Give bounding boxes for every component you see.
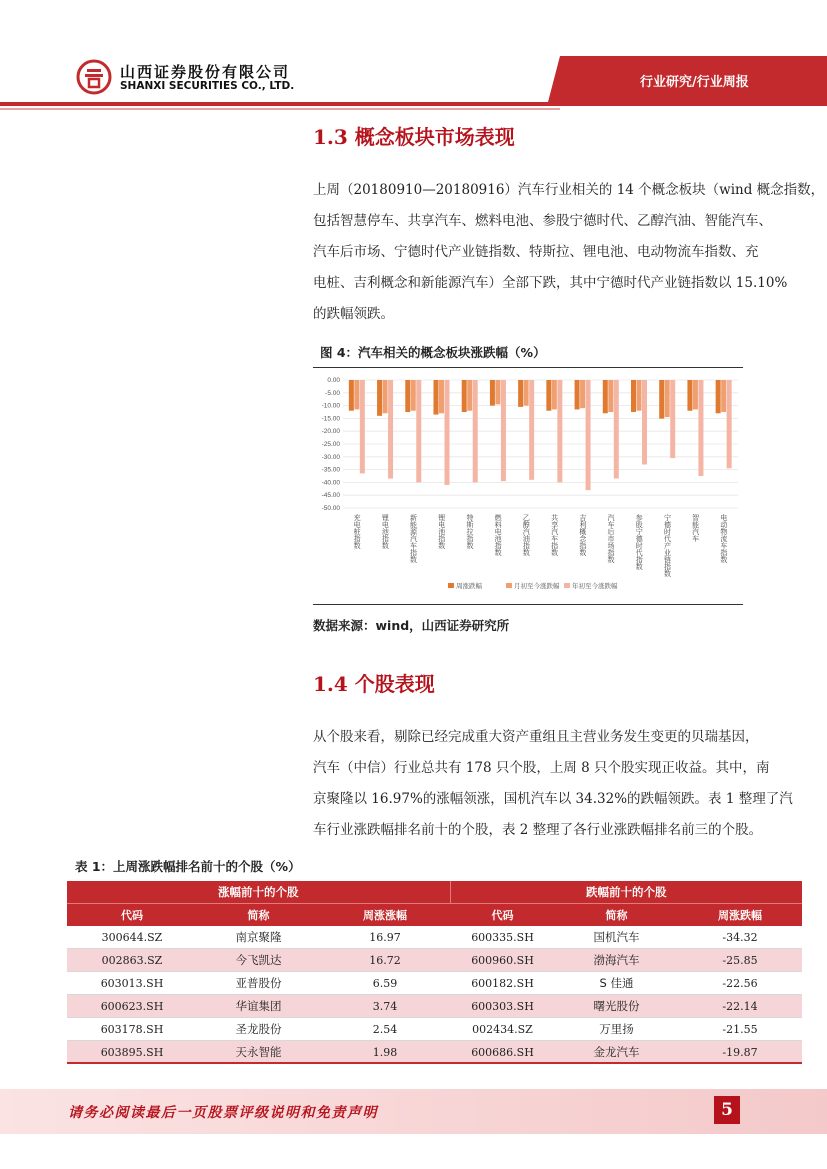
bar [698,380,703,476]
y-tick-label: -20.00 [321,428,340,436]
x-category-label: 电动物流车指数 [719,514,728,563]
report-category: 行业研究/行业周报 [640,75,749,90]
gainer-value: 2.54 [320,1018,450,1041]
bar [445,380,450,485]
legend-swatch [448,583,454,588]
col-header-code: 代码 [450,904,555,927]
paragraph-line: 车行业涨跌幅排名前十的个股，表 2 整理了各行业涨跌幅排名前三的个股。 [313,822,763,838]
paragraph-line: 电桩、吉利概念和新能源汽车）全部下跌，其中宁德时代产业链指数以 15.10% [313,275,788,291]
bar [614,380,619,479]
bar [727,380,732,468]
table-title: 表 1：上周涨跌幅排名前十的个股（%） [75,859,301,874]
bar [411,380,416,411]
bar [603,380,608,413]
legend-swatch [564,583,570,588]
table-row [67,972,802,995]
section-1-4-paragraph [313,722,800,846]
header-band [0,0,827,115]
y-tick-label: -35.00 [321,466,340,474]
y-tick-label: -15.00 [321,415,340,423]
col-header-name: 简称 [197,904,320,927]
bar [501,380,506,481]
loser-name: 万里扬 [555,1018,678,1041]
bar [467,380,472,411]
bar [405,380,410,412]
x-category-label: 参股宁德时代指数 [635,514,644,570]
loser-code: 600335.SH [450,926,555,949]
page-number: 5 [714,1096,740,1124]
gainer-code: 603895.SH [67,1041,197,1064]
loser-value: -19.87 [678,1041,802,1064]
gainer-name: 南京聚隆 [197,926,320,949]
y-tick-label: -30.00 [321,453,340,461]
bar [529,380,534,480]
bar [580,380,585,408]
bar [665,380,670,417]
gainer-value: 3.74 [320,995,450,1018]
loser-value: -21.55 [678,1018,802,1041]
gainer-name: 华谊集团 [197,995,320,1018]
x-category-label: 充电桩指数 [353,514,362,549]
bar [439,380,444,413]
legend-label: 年初至今涨跌幅 [572,582,618,590]
legend-label: 周涨跌幅 [456,582,482,590]
col-header-weekly-loss: 周涨跌幅 [678,904,802,927]
gainer-code: 603178.SH [67,1018,197,1041]
bar [495,380,500,404]
gainer-name: 圣龙股份 [197,1018,320,1041]
bar [637,380,642,411]
col-header-name: 简称 [555,904,678,927]
gainer-name: 亚普股份 [197,972,320,995]
legend-swatch [506,583,512,588]
loser-name: 金龙汽车 [555,1041,678,1064]
y-tick-label: -45.00 [321,492,340,500]
gainer-name: 今飞凯达 [197,949,320,972]
gainer-code: 300644.SZ [67,926,197,949]
gainer-code: 600623.SH [67,995,197,1018]
loser-code: 600960.SH [450,949,555,972]
bar [687,380,692,411]
bar [608,380,613,412]
disclaimer-text: 请务必阅读最后一页股票评级说明和免责声明 [68,1105,378,1121]
loser-name: 国机汽车 [555,926,678,949]
x-category-label: 智能汽车 [691,514,700,542]
loser-value: -22.56 [678,972,802,995]
bar [552,380,557,409]
bar [546,380,551,411]
gainer-value: 6.59 [320,972,450,995]
x-category-label: 吉利概念指数 [578,514,587,556]
y-tick-label: -40.00 [321,479,340,487]
bar [575,380,580,409]
bar [518,380,523,407]
y-tick-label: -10.00 [321,402,340,410]
x-category-label: 燃料电池指数 [494,514,503,556]
loser-name: 渤海汽车 [555,949,678,972]
gainers-group-header: 涨幅前十的个股 [67,881,450,904]
legend-label: 月初至今涨跌幅 [514,582,560,590]
x-category-label: 锂电池指数 [381,514,390,549]
loser-code: 600182.SH [450,972,555,995]
gainer-value: 16.72 [320,949,450,972]
bar [670,380,675,458]
table-row [67,1018,802,1041]
x-category-label: 锂电池指数 [437,514,446,549]
loser-code: 002434.SZ [450,1018,555,1041]
x-category-label: 汽车后市场指数 [607,514,616,563]
losers-group-header: 跌幅前十的个股 [450,881,802,904]
section-title-1-3: 1.3 概念板块市场表现 [313,125,515,149]
loser-value: -34.32 [678,926,802,949]
loser-code: 600686.SH [450,1041,555,1064]
col-header-code: 代码 [67,904,197,927]
figure-source: 数据来源：wind，山西证券研究所 [313,618,510,633]
gainer-name: 天永智能 [197,1041,320,1064]
bar [716,380,721,413]
bar [354,380,359,409]
paragraph-line: 汽车后市场、宁德时代产业链指数、特斯拉、锂电池、电动物流车指数、充 [313,244,759,260]
x-category-label: 乙醇汽油指数 [522,514,531,556]
bar [631,380,636,412]
y-tick-label: -5.00 [325,389,340,397]
gainer-code: 002863.SZ [67,949,197,972]
bar [473,380,478,482]
x-category-label: 共享汽车指数 [550,514,559,556]
bar [693,380,698,409]
bar [557,380,562,482]
section-1-3-paragraph [313,175,825,330]
figure-caption: 图 4：汽车相关的概念板块涨跌幅（%） [320,345,546,360]
bar [462,380,467,412]
bar [434,380,439,415]
bar [349,380,354,411]
loser-name: 曙光股份 [555,995,678,1018]
y-tick-label: -25.00 [321,441,340,448]
col-header-weekly-gain: 周涨涨幅 [320,904,450,927]
table-row [67,1041,802,1064]
concept-index-bar-chart [313,372,743,602]
top-movers-table [67,881,802,1064]
table-row [67,949,802,972]
loser-value: -25.85 [678,949,802,972]
paragraph-line: 包括智慧停车、共享汽车、燃料电池、参股宁德时代、乙醇汽油、智能汽车、 [313,213,772,229]
figure-bottom-rule [313,604,743,605]
x-category-label: 新能源汽车指数 [409,514,418,563]
table-row [67,926,802,949]
paragraph-line: 上周（20180910—20180916）汽车行业相关的 14 个概念板块（wind 概念指数， [313,182,825,198]
bar [490,380,495,406]
table-bottom-rule [67,1062,802,1064]
section-title-1-4: 1.4 个股表现 [313,672,435,696]
loser-code: 600303.SH [450,995,555,1018]
gainer-value: 1.98 [320,1041,450,1064]
company-name-en: SHANXI SECURITIES CO., LTD. [120,80,295,92]
figure-top-rule [313,367,743,368]
paragraph-line: 的跌幅领跌。 [313,306,394,322]
bar [642,380,647,464]
y-tick-label: 0.00 [327,377,340,384]
bar [388,380,393,479]
company-name-cn: 山西证券股份有限公司 [120,63,291,81]
bar [586,380,591,490]
bar [383,380,388,413]
x-category-label: 特斯拉指数 [465,514,474,549]
bar [360,380,365,473]
x-category-label: 宁德时代产业链指数 [663,514,672,577]
gainer-value: 16.97 [320,926,450,949]
paragraph-line: 汽车（中信）行业总共有 178 只个股，上周 8 只个股实现正收益。其中，南 [313,760,770,776]
bar [659,380,664,419]
company-logo [76,59,112,95]
gainer-code: 603013.SH [67,972,197,995]
table-row [67,995,802,1018]
paragraph-line: 从个股来看，剔除已经完成重大资产重组且主营业务发生变更的贝瑞基因， [313,729,759,745]
loser-value: -22.14 [678,995,802,1018]
bar [416,380,421,482]
loser-name: S 佳通 [555,972,678,995]
bar [721,380,726,412]
bar [524,380,529,406]
paragraph-line: 京聚隆以 16.97%的涨幅领涨，国机汽车以 34.32%的跌幅领跌。表 1 整理了汽 [313,791,793,807]
y-tick-label: -50.00 [321,505,340,512]
bar [377,380,382,416]
